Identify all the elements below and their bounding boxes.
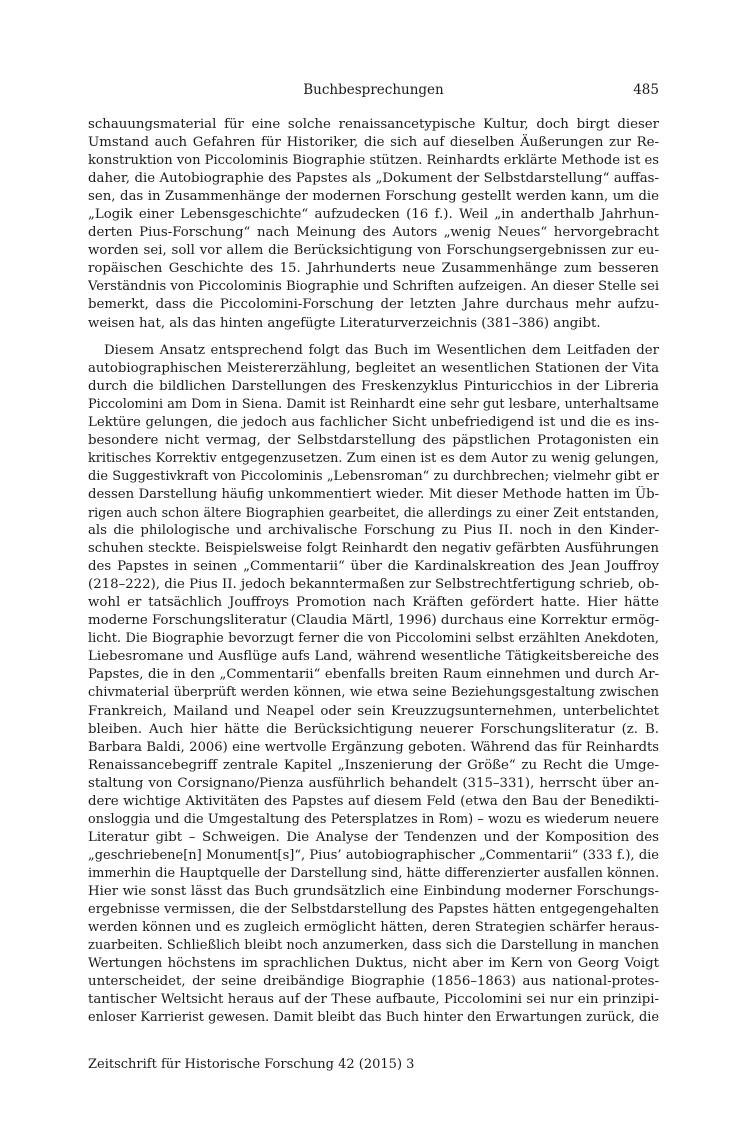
- text-line: Lektüre gelungen, die jedoch aus fachlicher Sicht unbefriedigend ist und die es ins-: [88, 414, 659, 430]
- text-line: enloser Karrierist gewesen. Damit bleibt das Buch hinter den Erwartungen zurück, die: [88, 1010, 659, 1026]
- text-line: chivmaterial überprüft werden können, wie etwa seine Beziehungsgestaltung zwischen: [88, 685, 659, 701]
- text-line: licht. Die Biographie bevorzugt ferner die von Piccolomini selbst erzählten Anekdoten,: [88, 631, 659, 647]
- text-line: autobiographischen Meistererzählung, begleitet an wesentlichen Stationen der Vita: [88, 360, 659, 376]
- text-line: immerhin die Hauptquelle der Darstellung sind, hätte differenzierter ausfallen können.: [88, 865, 659, 881]
- text-line: Barbara Baldi, 2006) eine wertvolle Ergänzung geboten. Während das für Reinhardts: [88, 739, 659, 755]
- text-line: worden sei, soll vor allem die Berücksichtigung von Forschungsergebnissen zur eu-: [88, 243, 659, 259]
- text-line: zuarbeiten. Schließlich bleibt noch anzumerken, dass sich die Darstellung in manchen: [88, 938, 659, 954]
- text-line: Wertungen höchstens im sprachlichen Duktus, nicht aber im Kern von Georg Voigt: [88, 956, 659, 972]
- running-header-title: Buchbesprechungen: [303, 82, 444, 98]
- text-line: dere wichtige Aktivitäten des Papstes auf diesem Feld (etwa den Bau der Benedikti-: [88, 793, 659, 809]
- text-line: Hier wie sonst lässt das Buch grundsätzlich eine Einbindung moderner Forschungs-: [88, 883, 659, 899]
- text-line: derten Pius-Forschung“ nach Meinung des Autors „wenig Neues“ hervorgebracht: [88, 225, 659, 241]
- text-line: des Papstes in seinen „Commentarii“ über die Kardinalskreation des Jean Jouffroy: [88, 559, 659, 575]
- text-line: sen, das in Zusammenhänge der modernen Forschung gestellt werden kann, um die: [88, 189, 659, 205]
- text-line: Piccolomini am Dom in Siena. Damit ist Reinhardt eine sehr gut lesbare, unterhaltsame: [88, 396, 659, 412]
- text-line: schauungsmaterial für eine solche renaissancetypische Kultur, doch birgt dieser: [88, 117, 659, 132]
- text-line: kritisches Korrektiv entgegenzusetzen. Zum einen ist es dem Autor zu wenig gelungen,: [88, 450, 659, 466]
- text-line: Liebesromane und Ausflüge aufs Land, während wesentliche Tätigkeitsbereiche des: [88, 649, 659, 665]
- text-line: besondere nicht vermag, der Selbstdarstellung des päpstlichen Protagonisten ein: [88, 432, 659, 448]
- text-line: wohl er tatsächlich Jouffroys Promotion nach Kräften gefördert hatte. Hier hätte: [88, 595, 659, 611]
- text-line: bleiben. Auch hier hätte die Berücksichtigung neuerer Forschungsliteratur (z. B.: [88, 721, 659, 737]
- paragraph-2: [88, 342, 659, 1028]
- running-header: [88, 82, 659, 102]
- text-line: bemerkt, dass die Piccolomini-Forschung der letzten Jahre durchaus mehr aufzu-: [88, 297, 659, 313]
- text-line: schuhen steckte. Beispielsweise folgt Reinhardt den negativ gefärbten Ausführungen: [88, 541, 659, 557]
- text-line: weisen hat, als das hinten angefügte Literaturverzeichnis (381–386) angibt.: [88, 315, 601, 331]
- text-line: werden können und es zugleich ermöglicht hätten, deren Strategien schärfer heraus-: [88, 920, 659, 936]
- text-line: die Suggestivkraft von Piccolominis „Lebensroman“ zu durchbrechen; vielmehr gibt er: [88, 468, 659, 484]
- text-line: konstruktion von Piccolominis Biographie stützen. Reinhardts erklärte Methode ist es: [88, 153, 659, 169]
- article-body: [88, 116, 659, 1027]
- text-line: ergebnisse vermissen, die der Selbstdarstellung des Papstes hätten entgegengehalten: [88, 902, 659, 918]
- text-line: tantischer Weltsicht heraus auf der These aufbaute, Piccolomini sei nur ein prinzipi-: [88, 992, 659, 1008]
- text-line: durch die bildlichen Darstellungen des Freskenzyklus Pinturicchios in der Libreria: [88, 378, 659, 394]
- text-line: staltung von Corsignano/Pienza ausführlich behandelt (315–331), herrscht über an-: [88, 775, 659, 791]
- text-line: Diesem Ansatz entsprechend folgt das Buch im Wesentlichen dem Leitfaden der: [104, 342, 659, 358]
- text-line: Literatur gibt – Schweigen. Die Analyse der Tendenzen und der Komposition des: [88, 829, 659, 845]
- text-line: als die philologische und archivalische Forschung zu Pius II. noch in den Kinder-: [88, 523, 659, 539]
- text-line: onsloggia und die Umgestaltung des Petersplatzes in Rom) – wozu es wiederum neuere: [88, 811, 659, 827]
- paragraph-gap: [88, 333, 659, 342]
- text-line: dessen Darstellung häufig unkommentiert wieder. Mit dieser Methode hatten im Üb-: [88, 486, 659, 502]
- text-line: (218–222), die Pius II. jedoch bekanntermaßen zur Selbstrechtfertigung schrieb, ob-: [88, 577, 659, 593]
- text-line: Papstes, die in den „Commentarii“ ebenfalls breiten Raum einnehmen und durch Ar-: [88, 667, 659, 683]
- text-line: „geschriebene[n] Monument[s]“, Pius’ autobiographischer „Commentarii“ (333 f.), die: [88, 847, 659, 863]
- text-line: daher, die Autobiographie des Papstes als „Dokument der Selbstdarstellung“ auffas-: [88, 171, 659, 187]
- text-line: ropäischen Geschichte des 15. Jahrhunderts neue Zusammenhänge zum besseren: [88, 261, 659, 277]
- page-number: 485: [633, 82, 659, 98]
- text-line: Umstand auch Gefahren für Historiker, die sich auf dieselben Äußerungen zur Re-: [88, 135, 659, 151]
- paragraph-1: [88, 116, 659, 333]
- text-line: moderne Forschungsliteratur (Claudia Märtl, 1996) durchaus eine Korrektur ermög-: [88, 613, 659, 629]
- journal-footer: Zeitschrift für Historische Forschung 42 (2015) 3: [88, 1057, 415, 1072]
- text-line: unterscheidet, der seine dreibändige Biographie (1856–1863) aus national-protes-: [88, 974, 659, 990]
- text-line: Frankreich, Mailand und Neapel oder sein Kreuzzugsunternehmen, unterbelichtet: [88, 703, 659, 719]
- text-line: Renaissancebegriff zentrale Kapitel „Inszenierung der Größe“ zu Recht die Umge-: [88, 757, 659, 773]
- text-line: rigen auch schon ältere Biographien gearbeitet, die allerdings zu einer Zeit entstanden,: [88, 504, 659, 520]
- text-line: Verständnis von Piccolominis Biographie und Schriften aufzeigen. An dieser Stelle sei: [88, 279, 659, 295]
- text-line: „Logik einer Lebensgeschichte“ aufzudecken (16 f.). Weil „in anderthalb Jahrhun-: [88, 207, 659, 223]
